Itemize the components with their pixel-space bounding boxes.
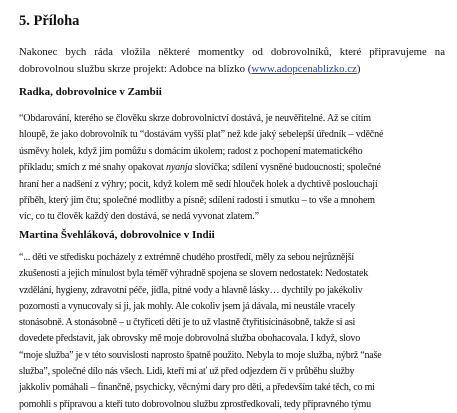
intro-paragraph: [19, 44, 445, 78]
quote-line: dovedete představit, jak obrovsky mě moje dobrovolná služba obohacovala. I když, slovo: [19, 333, 361, 345]
testimonial-title: Martina Švehláková, dobrovolnice v Indii: [19, 229, 215, 241]
quote-line: příběh, který jim čtu; společné modlitby a písně; sdílení radosti i smutku – to vše a mnohem: [19, 195, 375, 207]
website-link[interactable]: www.adopcenablizko.cz: [251, 63, 357, 75]
quote-line: “... děti ve středisku pocházely z extrémně chudého prostředí, měly za sebou nejrůznější: [19, 252, 354, 263]
quote-line: “Obdarování, kterého se člověku skrze dobrovolnictví dostává, je neuvěřitelné. Až se cítím: [19, 113, 371, 124]
quote-line: víc, co tu člověk každý den dostává, se nedá vyvonat zlatem.”: [19, 211, 259, 223]
quote-line: hloupě, že jako dobrovolník tu “dostávám vyšší plat” než kde jaký sebelepší úředník – vděčné: [19, 129, 384, 141]
quote-line: [19, 160, 445, 176]
testimonial-quote: [19, 111, 445, 226]
quote-line: zkušenosti a jejich minulost byla téměř výhradně spojena se slovem nedostatek: Nedostatek: [19, 268, 368, 280]
quote-line: vzdělání, hygieny, zdravotní péče, jídla, pitné vody a hlavně lásky… dychtily po jakékoliv: [19, 284, 363, 296]
section-heading: 5. Příloha: [19, 13, 80, 29]
quote-line: pozornosti a vynucovaly si ji, jak mohly. Ale cokoliv jsem já dávala, mi neustále vracely: [19, 300, 356, 312]
testimonial-quote: [19, 250, 445, 413]
quote-line: služba”, společné dílo nás všech. Lidi, kteří mi ať už před odjezdem či v průběhu služby: [19, 366, 355, 378]
quote-line: úsměvy holek, když jim pomůžu s domácím úkolem; radost z pochopení matematického: [19, 145, 363, 157]
quote-text: příkladu; smích z mé snahy opakovat: [19, 162, 166, 174]
italic-word: nyanja: [165, 162, 193, 174]
quote-line: stonásobně. A stonásobně – u čtyřiceti dětí je to už vlastně čtyřitisícinásobně, takže si asi: [19, 317, 356, 329]
quote-line: hraní her a nadšení z výhry; pocit, když kolem mě sedí hlouček holek a dychtivě poslouchají: [19, 178, 378, 190]
quote-text: slovíčka; sdílení vysněné budoucnosti; společné: [192, 162, 381, 174]
quote-line: pomohli s přípravou a kteří tuto dobrovolnou službu zprostředkovali, tedy přípravného týmu: [19, 398, 371, 410]
testimonial-title: Radka, dobrovolnice v Zambii: [19, 86, 162, 98]
quote-line: “moje služba” je v této souvislosti naprosto špatně použito. Nebyla to moje služba, nýbrž “naše: [19, 349, 382, 361]
intro-text: Nakonec bych ráda vložila některé momentky od dobrovolníků, které připravujeme na dobrovolnou službu skrze projekt: Adobce na blízko (: [19, 46, 445, 75]
quote-line: jakkoliv pomáhali – finančně, psychicky, věcnými dary pro děti, a především také těch, co mi: [19, 382, 375, 394]
intro-text-end: ): [356, 63, 361, 75]
